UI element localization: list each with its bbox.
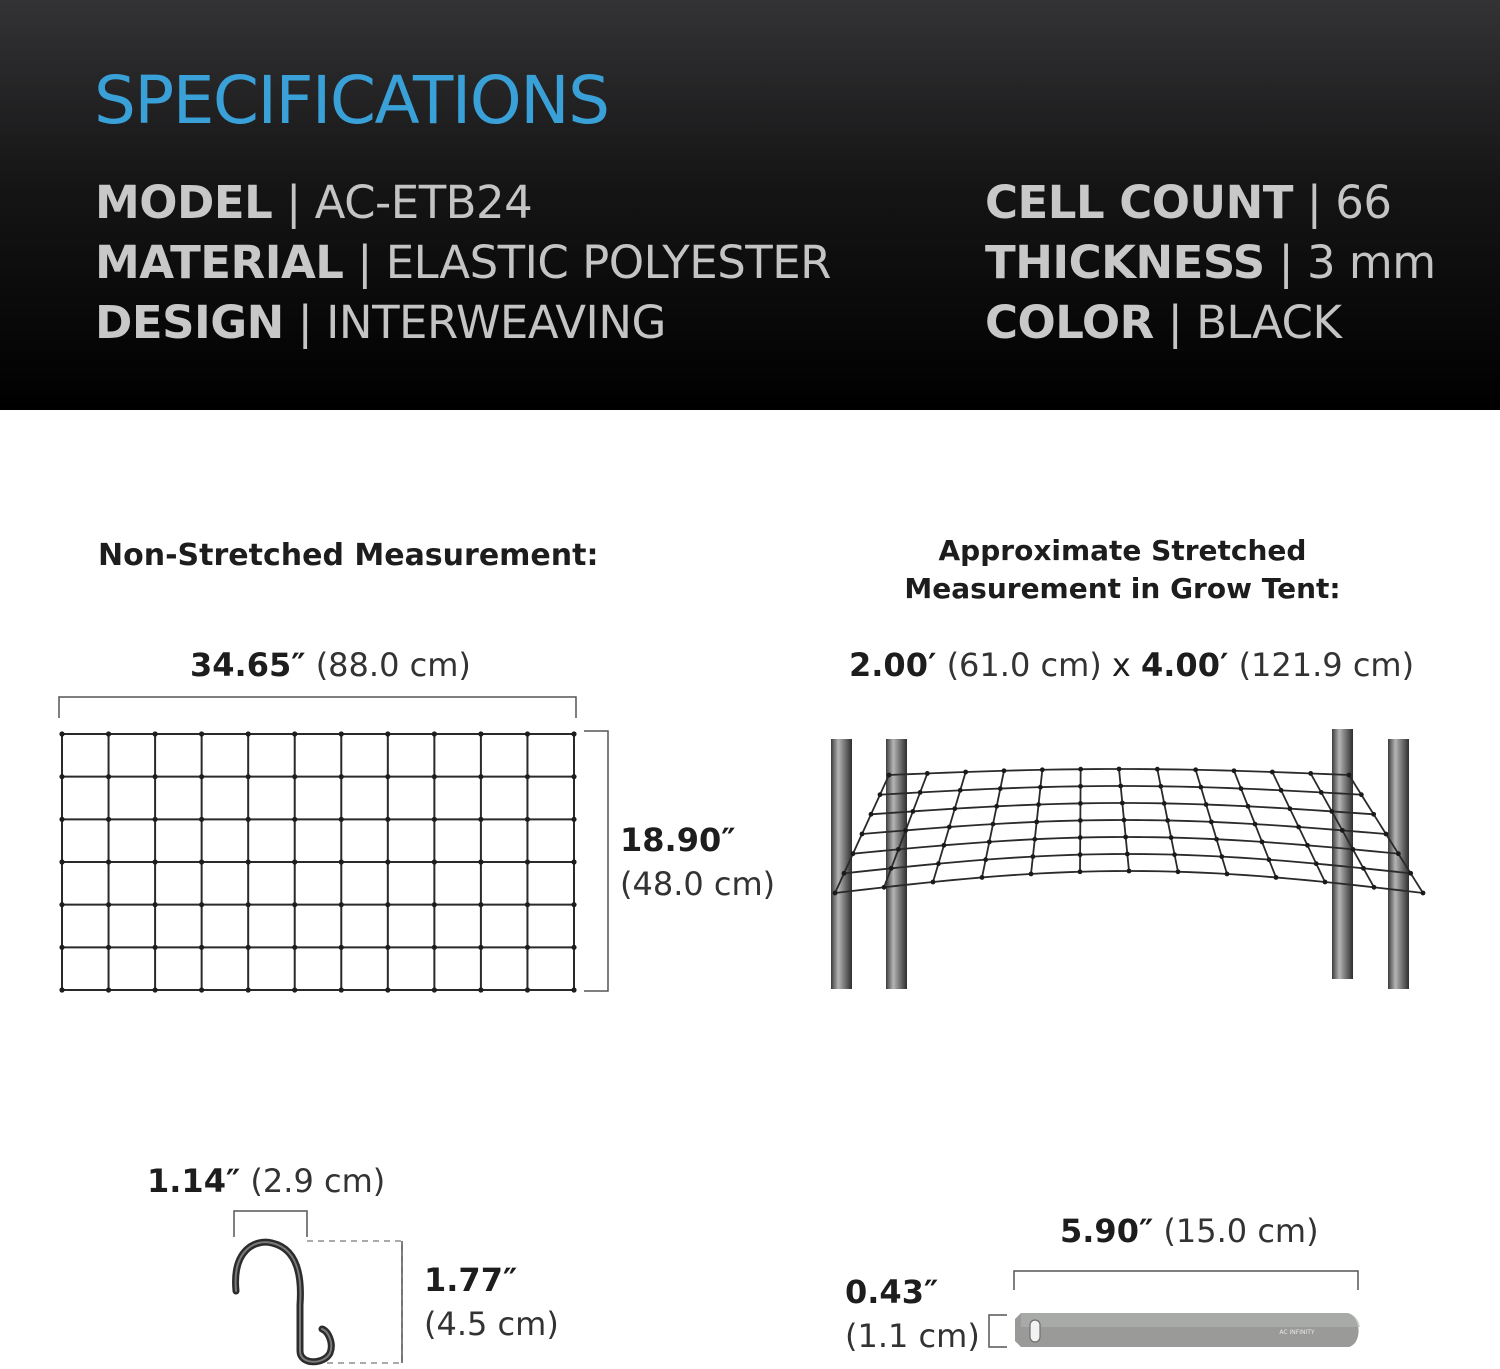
net-knot xyxy=(478,774,483,779)
net-knot xyxy=(199,859,204,864)
net-knot xyxy=(998,786,1003,791)
net-knot xyxy=(1296,825,1301,830)
net-knot xyxy=(1384,832,1389,837)
stretched-dim-label xyxy=(849,646,1414,684)
net-knot xyxy=(152,774,157,779)
net-knot xyxy=(1396,851,1401,856)
net-knot xyxy=(980,875,985,880)
strap-length-label xyxy=(1060,1212,1319,1250)
net-knot xyxy=(1267,857,1272,862)
net-knot xyxy=(571,859,576,864)
spec-key: CELL COUNT xyxy=(985,176,1293,229)
net-knot xyxy=(1030,854,1035,859)
net-knot xyxy=(339,945,344,950)
net-knot xyxy=(1209,819,1214,824)
net-knot xyxy=(987,839,992,844)
net-knot xyxy=(1314,861,1319,866)
spec-separator: | xyxy=(1306,176,1322,229)
net-knot xyxy=(385,817,390,822)
net-knot xyxy=(199,731,204,736)
net-knot xyxy=(152,731,157,736)
spec-value: 66 xyxy=(1335,176,1392,229)
spec-key: DESIGN xyxy=(95,296,284,349)
net-knot xyxy=(246,731,251,736)
net-knot xyxy=(246,817,251,822)
net-knot xyxy=(292,731,297,736)
net-knot xyxy=(963,770,968,775)
stretched-width-ft: 2.00′ xyxy=(849,646,937,684)
net-knot xyxy=(1118,784,1123,789)
net-knot xyxy=(1032,837,1037,842)
stretched-length-cm: (121.9 cm) xyxy=(1238,646,1415,684)
net-knot xyxy=(571,731,576,736)
net-knot xyxy=(1036,802,1041,807)
page-title: SPECIFICATIONS xyxy=(94,62,609,139)
net-knot xyxy=(478,731,483,736)
net-knot xyxy=(1253,822,1258,827)
net-knot xyxy=(525,774,530,779)
net-knot xyxy=(1350,847,1355,852)
net-knot xyxy=(1225,872,1230,877)
spec-key: MATERIAL xyxy=(95,236,344,289)
net-knot xyxy=(106,987,111,992)
strap-width-in: 0.43″ xyxy=(845,1273,939,1311)
net-knot xyxy=(59,945,64,950)
net-knot xyxy=(432,987,437,992)
spec-separator: | xyxy=(1167,296,1183,349)
net-knot xyxy=(1305,843,1310,848)
net-knot xyxy=(292,902,297,907)
net-knot xyxy=(1002,768,1007,773)
net-knot xyxy=(1125,852,1130,857)
tent-pole-icon xyxy=(1332,729,1353,979)
net-knot xyxy=(1176,869,1181,874)
net-knot xyxy=(1198,785,1203,790)
net-knot xyxy=(385,945,390,950)
net-knot xyxy=(1323,880,1328,885)
net-knot xyxy=(910,809,915,814)
net-knot xyxy=(339,902,344,907)
net-knot xyxy=(1270,770,1275,775)
net-knot xyxy=(1329,809,1334,814)
hook-height-cm: (4.5 cm) xyxy=(424,1305,559,1343)
net-knot xyxy=(292,817,297,822)
net-knot xyxy=(1219,854,1224,859)
net-height-in: 18.90″ xyxy=(620,821,736,859)
net-knot xyxy=(958,788,963,793)
flat-net-illustration xyxy=(58,730,578,994)
net-knot xyxy=(106,817,111,822)
net-knot xyxy=(1158,784,1163,789)
net-knot xyxy=(246,945,251,950)
net-knot xyxy=(1127,869,1132,874)
net-knot xyxy=(1372,885,1377,890)
net-knot xyxy=(292,945,297,950)
stretched-title-line1: Approximate Stretched xyxy=(938,534,1307,567)
net-knot xyxy=(106,774,111,779)
net-knot xyxy=(525,987,530,992)
spec-key: MODEL xyxy=(95,176,273,229)
net-knot xyxy=(478,817,483,822)
net-knot xyxy=(887,773,892,778)
net-knot xyxy=(525,731,530,736)
net-knot xyxy=(339,731,344,736)
net-knot xyxy=(1287,806,1292,811)
net-height-cm: (48.0 cm) xyxy=(620,865,776,903)
net-knot xyxy=(478,945,483,950)
spec-separator: | xyxy=(297,296,313,349)
net-knot xyxy=(1078,767,1083,772)
hook-height-label xyxy=(424,1258,559,1346)
net-knot xyxy=(59,731,64,736)
net-knot xyxy=(889,866,894,871)
hook-width-label xyxy=(147,1162,385,1200)
net-knot xyxy=(1204,802,1209,807)
net-knot xyxy=(842,871,847,876)
net-knot xyxy=(292,774,297,779)
net-knot xyxy=(106,859,111,864)
net-knot xyxy=(106,731,111,736)
net-knot xyxy=(991,822,996,827)
net-knot xyxy=(869,812,874,817)
net-knot xyxy=(246,987,251,992)
net-knot xyxy=(1169,835,1174,840)
net-knot xyxy=(571,945,576,950)
net-knot xyxy=(385,987,390,992)
net-knot xyxy=(339,774,344,779)
net-knot xyxy=(478,987,483,992)
net-knot xyxy=(292,859,297,864)
strap-length-cm: (15.0 cm) xyxy=(1163,1212,1319,1250)
stretched-title-line2: Measurement in Grow Tent: xyxy=(904,572,1341,605)
spec-separator: | xyxy=(286,176,301,229)
net-knot xyxy=(152,817,157,822)
net-knot xyxy=(936,861,941,866)
net-knot xyxy=(339,859,344,864)
net-knot xyxy=(851,851,856,856)
stretched-times: x xyxy=(1111,646,1131,684)
net-knot xyxy=(1117,767,1122,772)
net-knot xyxy=(1034,819,1039,824)
net-knot xyxy=(525,902,530,907)
net-width-in: 34.65″ xyxy=(190,646,306,684)
strap-illustration xyxy=(985,1265,1385,1365)
net-knot xyxy=(1214,837,1219,842)
net-knot xyxy=(525,859,530,864)
net-knot xyxy=(931,880,936,885)
spec-value: ELASTIC POLYESTER xyxy=(385,236,831,289)
net-knot xyxy=(1246,804,1251,809)
net-knot xyxy=(1308,771,1313,776)
net-knot xyxy=(1361,866,1366,871)
net-knot xyxy=(199,987,204,992)
net-knot xyxy=(246,859,251,864)
net-knot xyxy=(1038,785,1043,790)
net-knot xyxy=(199,902,204,907)
net-knot xyxy=(432,859,437,864)
strap-length-in: 5.90″ xyxy=(1060,1212,1154,1250)
hook-width-in: 1.14″ xyxy=(147,1162,241,1200)
net-knot xyxy=(1123,835,1128,840)
hook-height-in: 1.77″ xyxy=(424,1261,518,1299)
net-knot xyxy=(59,774,64,779)
net-knot xyxy=(385,902,390,907)
net-knot xyxy=(106,902,111,907)
net-knot xyxy=(246,774,251,779)
net-knot xyxy=(432,945,437,950)
net-knot xyxy=(152,945,157,950)
net-knot xyxy=(59,902,64,907)
net-knot xyxy=(1239,786,1244,791)
net-knot xyxy=(1078,852,1083,857)
spec-value: AC-ETB24 xyxy=(314,176,533,229)
net-knot xyxy=(385,731,390,736)
net-knot xyxy=(947,825,952,830)
net-knot xyxy=(339,817,344,822)
net-knot xyxy=(1078,801,1083,806)
strap-width-cm: (1.1 cm) xyxy=(845,1317,980,1355)
net-knot xyxy=(896,847,901,852)
spec-key: COLOR xyxy=(985,296,1154,349)
net-knot xyxy=(59,859,64,864)
stretched-width-cm: (61.0 cm) xyxy=(946,646,1102,684)
net-knot xyxy=(571,817,576,822)
net-knot xyxy=(1274,875,1279,880)
net-knot xyxy=(1279,788,1284,793)
net-knot xyxy=(918,790,923,795)
hook-illustration xyxy=(220,1205,420,1365)
net-knot xyxy=(1078,869,1083,874)
spec-value: 3 mm xyxy=(1307,236,1436,289)
net-knot xyxy=(571,902,576,907)
net-knot xyxy=(1078,835,1083,840)
net-knot xyxy=(1359,792,1364,797)
spec-value: INTERWEAVING xyxy=(326,296,666,349)
net-knot xyxy=(432,731,437,736)
net-knot xyxy=(432,902,437,907)
net-knot xyxy=(1078,784,1083,789)
net-knot xyxy=(432,817,437,822)
net-knot xyxy=(385,774,390,779)
net-knot xyxy=(1319,790,1324,795)
net-knot xyxy=(432,774,437,779)
spec-key: THICKNESS xyxy=(985,236,1265,289)
net-knot xyxy=(925,771,930,776)
net-knot xyxy=(199,817,204,822)
net-knot xyxy=(292,987,297,992)
net-knot xyxy=(1078,818,1083,823)
net-knot xyxy=(941,843,946,848)
s-hook-icon xyxy=(236,1242,332,1362)
net-knot xyxy=(339,987,344,992)
net-knot xyxy=(525,945,530,950)
net-knot xyxy=(1155,767,1160,772)
net-knot xyxy=(152,987,157,992)
net-knot xyxy=(1347,773,1352,778)
hook-width-cm: (2.9 cm) xyxy=(250,1162,386,1200)
net-knot xyxy=(59,817,64,822)
spec-separator: | xyxy=(1278,236,1294,289)
net-knot xyxy=(106,945,111,950)
net-knot xyxy=(478,859,483,864)
net-knot xyxy=(1162,801,1167,806)
net-knot xyxy=(1122,818,1127,823)
net-knot xyxy=(199,945,204,950)
net-knot xyxy=(1232,768,1237,773)
net-knot xyxy=(983,857,988,862)
net-knot xyxy=(1029,872,1034,877)
net-knot xyxy=(952,806,957,811)
net-knot xyxy=(1260,839,1265,844)
net-knot xyxy=(860,832,865,837)
spec-separator: | xyxy=(357,236,372,289)
non-stretched-title: Non-Stretched Measurement: xyxy=(98,538,599,573)
spec-value: BLACK xyxy=(1196,296,1342,349)
net-knot xyxy=(385,859,390,864)
net-knot xyxy=(994,804,999,809)
strap-width-label xyxy=(845,1270,980,1358)
net-knot xyxy=(571,987,576,992)
net-knot xyxy=(878,792,883,797)
net-knot xyxy=(833,891,838,896)
strap-brand-text: AC INFINITY xyxy=(1279,1329,1315,1336)
net-knot xyxy=(152,859,157,864)
net-knot xyxy=(1371,812,1376,817)
net-knot xyxy=(152,902,157,907)
net-knot xyxy=(1421,891,1426,896)
stretched-net-illustration xyxy=(825,725,1425,995)
net-knot xyxy=(903,828,908,833)
net-knot xyxy=(246,902,251,907)
net-knot xyxy=(525,817,530,822)
net-knot xyxy=(1193,767,1198,772)
net-width-cm: (88.0 cm) xyxy=(315,646,471,684)
net-knot xyxy=(199,774,204,779)
net-knot xyxy=(1040,767,1045,772)
net-knot xyxy=(882,885,887,890)
net-knot xyxy=(478,902,483,907)
net-knot xyxy=(571,774,576,779)
net-knot xyxy=(1340,828,1345,833)
net-knot xyxy=(1408,871,1413,876)
stretched-length-ft: 4.00′ xyxy=(1141,646,1229,684)
net-knot xyxy=(1172,852,1177,857)
net-knot xyxy=(1120,801,1125,806)
net-knot xyxy=(1165,818,1170,823)
net-knot xyxy=(59,987,64,992)
